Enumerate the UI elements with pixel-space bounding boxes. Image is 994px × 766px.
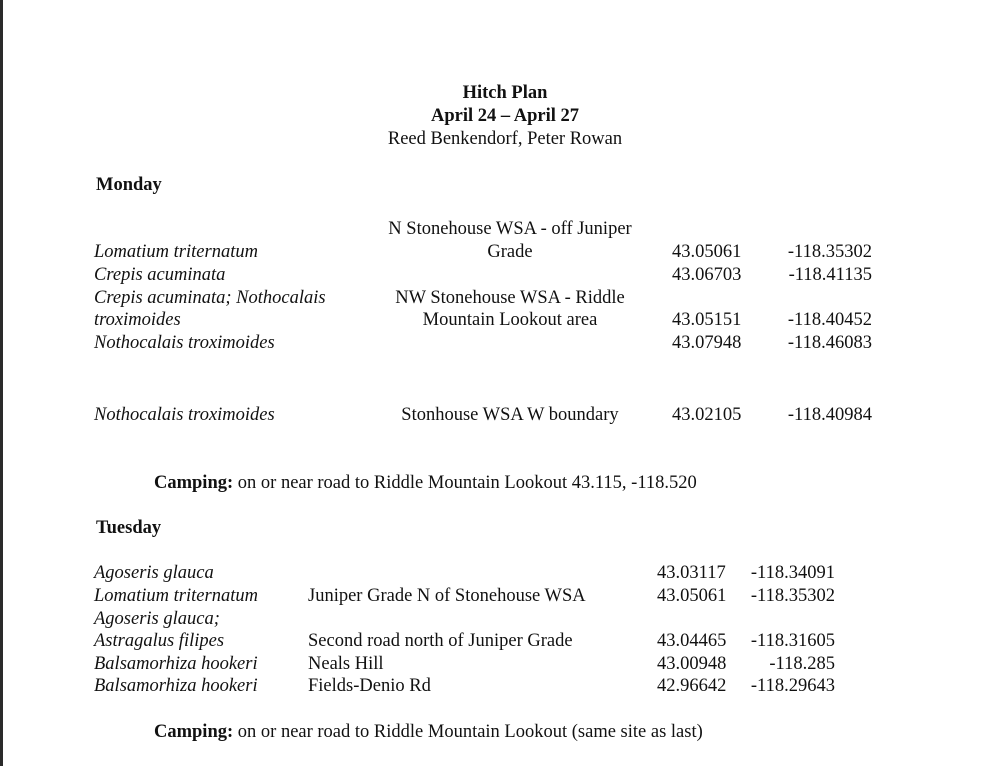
location-cell: Second road north of Juniper Grade xyxy=(308,631,573,651)
location-cell: Mountain Lookout area xyxy=(422,310,598,330)
species-cell: Crepis acuminata xyxy=(94,265,226,285)
document-dates: April 24 – April 27 xyxy=(430,106,579,126)
camping-note-tuesday xyxy=(154,721,703,743)
species-cell: Balsamorhiza hookeri xyxy=(94,654,258,674)
latitude-cell: 43.06703 xyxy=(672,265,742,285)
camping-text: on or near road to Riddle Mountain Lookout (same site as last) xyxy=(237,722,703,742)
location-cell: Neals Hill xyxy=(308,654,384,674)
longitude-cell: -118.34091 xyxy=(750,563,835,583)
page-left-border xyxy=(0,0,3,766)
species-cell: Agoseris glauca; xyxy=(94,609,220,629)
species-cell: Astragalus filipes xyxy=(94,631,225,651)
latitude-cell: 43.05061 xyxy=(657,586,727,606)
location-cell: Fields-Denio Rd xyxy=(308,676,431,696)
species-cell: Crepis acuminata; Nothocalais xyxy=(94,288,326,308)
longitude-cell: -118.46083 xyxy=(787,333,872,353)
camping-note-monday xyxy=(154,472,697,494)
latitude-cell: 43.04465 xyxy=(657,631,727,651)
species-cell: Agoseris glauca xyxy=(94,563,214,583)
species-cell: troximoides xyxy=(94,310,181,330)
longitude-cell: -118.35302 xyxy=(750,586,835,606)
camping-label: Camping: xyxy=(154,473,234,493)
latitude-cell: 43.00948 xyxy=(657,654,727,674)
latitude-cell: 43.03117 xyxy=(657,563,726,583)
longitude-cell: -118.31605 xyxy=(750,631,835,651)
camping-text: on or near road to Riddle Mountain Lookout 43.115, -118.520 xyxy=(237,473,697,493)
location-cell: NW Stonehouse WSA - Riddle xyxy=(395,288,625,308)
latitude-cell: 42.96642 xyxy=(657,676,727,696)
day-heading-monday: Monday xyxy=(96,175,162,195)
document-crew: Reed Benkendorf, Peter Rowan xyxy=(387,129,623,149)
longitude-cell: -118.35302 xyxy=(787,242,872,262)
camping-label: Camping: xyxy=(154,722,234,742)
longitude-cell: -118.285 xyxy=(769,654,835,674)
latitude-cell: 43.07948 xyxy=(672,333,742,353)
document-header xyxy=(305,82,705,151)
latitude-cell: 43.02105 xyxy=(672,405,742,425)
longitude-cell: -118.29643 xyxy=(750,676,835,696)
latitude-cell: 43.05061 xyxy=(672,242,742,262)
species-cell: Nothocalais troximoides xyxy=(94,405,275,425)
location-cell: Stonhouse WSA W boundary xyxy=(401,405,619,425)
species-cell: Nothocalais troximoides xyxy=(94,333,275,353)
species-cell: Lomatium triternatum xyxy=(94,586,258,606)
longitude-cell: -118.41135 xyxy=(788,265,872,285)
latitude-cell: 43.05151 xyxy=(672,310,742,330)
longitude-cell: -118.40984 xyxy=(787,405,872,425)
document-title: Hitch Plan xyxy=(462,83,548,103)
species-cell: Balsamorhiza hookeri xyxy=(94,676,258,696)
longitude-cell: -118.40452 xyxy=(787,310,872,330)
species-cell: Lomatium triternatum xyxy=(94,242,258,262)
location-cell: Juniper Grade N of Stonehouse WSA xyxy=(308,586,586,606)
location-cell: N Stonehouse WSA - off Juniper xyxy=(388,219,632,239)
day-heading-tuesday: Tuesday xyxy=(96,518,162,538)
location-cell: Grade xyxy=(487,242,533,262)
